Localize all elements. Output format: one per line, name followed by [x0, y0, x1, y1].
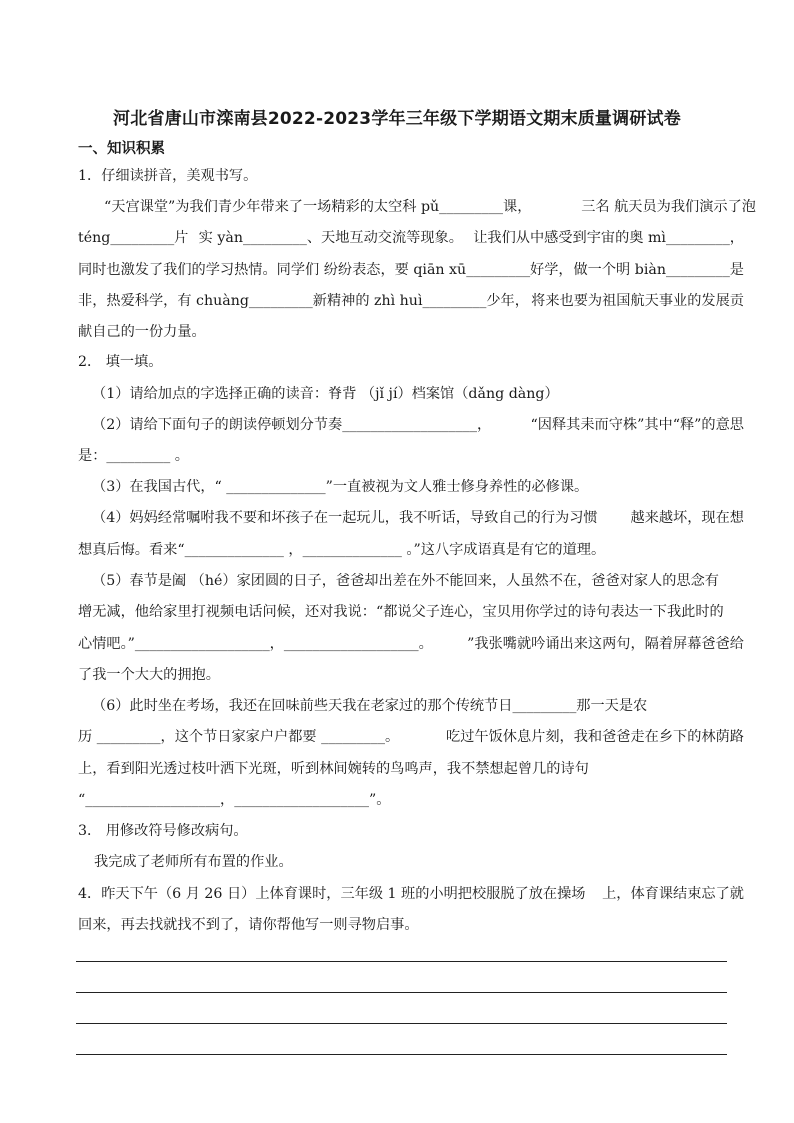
q2-item-6: （6）此时坐在考场，我还在回味前些天我在老家过的那个传统节日_________那一天是农 [92, 698, 648, 714]
q1-line-2 [78, 228, 744, 248]
section-heading: 一、知识积累 [78, 141, 165, 157]
q2-heading: 2． 填一填。 [78, 354, 163, 370]
q4-line-1 [78, 884, 744, 904]
q4-line-2: 回来，再去找就找不到了，请你帮他写一则寻物启事。 [78, 917, 419, 933]
q3-sentence: 我完成了老师所有布置的作业。 [94, 854, 293, 870]
q1-line-5: 献自己的一份力量。 [78, 324, 206, 340]
q1-text: téng_________片 [78, 230, 189, 246]
q4-text: 4．昨天下午（6 月 26 日）上体育课时，三年级 1 班的小明把校服脱了放在操场 [78, 886, 586, 902]
q2-text: 越来越坏，现在想 [630, 510, 744, 526]
q2-item-5-cont [78, 634, 744, 654]
q1-heading: 1．仔细读拼音，美观书写。 [78, 168, 258, 184]
q1-line-1 [104, 197, 756, 217]
q2-item-2 [92, 415, 744, 435]
q2-text: ”我张嘴就吟诵出来这两句，隔着屏幕爸爸给 [467, 636, 744, 652]
q2-item-5-cont: 了我一个大大的拥抱。 [78, 667, 220, 683]
q2-text: （4）妈妈经常嘱咐我不要和坏孩子在一起玩儿，我不听话，导致自己的行为习惯 [92, 510, 598, 526]
q1-text: 将来也要为祖国航天事业的发展贡 [531, 293, 744, 309]
q2-text: 心情吧。”___________________，___________________。 [78, 636, 433, 652]
q1-text: 让我们从中感受到宇宙的奥 mì_________， [473, 230, 744, 246]
q4-text: 上，体育课结束忘了就 [602, 886, 744, 902]
q1-line-3 [78, 260, 744, 280]
q2-item-5-cont: 增无减，他给家里打视频电话问候，还对我说：“都说父子连心，宝贝用你学过的诗句表达一下我此时的 [78, 604, 724, 620]
q2-text: （2）请给下面句子的朗读停顿划分节奏___________________， [92, 417, 492, 433]
q2-item-4 [92, 508, 744, 528]
q2-item-6-cont: 上，看到阳光透过枝叶洒下光斑，听到林间婉转的鸟鸣声，我不禁想起曾几的诗句 [78, 761, 589, 777]
q2-item-6-cont: “___________________，___________________”。 [78, 792, 391, 808]
q2-item-6-cont [78, 727, 744, 747]
q2-text: “因释其耒而守株”其中“释”的意思 [530, 417, 744, 433]
q2-item-4-cont: 想真后悔。看来“______________ ，______________ 。”这八字成语真是有它的道理。 [78, 542, 606, 558]
q1-text: 三名 航天员为我们演示了泡 [581, 199, 756, 215]
q1-text: 实 yàn_________、天地互动交流等现象。 [198, 230, 463, 246]
answer-line[interactable] [76, 961, 727, 962]
q3-heading: 3． 用修改符号修改病句。 [78, 823, 248, 839]
q1-text: 做一个明 biàn_________是 [573, 262, 744, 278]
q1-text: 同时也激发了我们的学习热情。同学们 纷纷表态，要 qiān xū_________好学， [78, 262, 573, 278]
answer-line[interactable] [76, 992, 727, 993]
q2-item-1: （1）请给加点的字选择正确的读音：脊背 （jǐ jí）档案馆（dǎng dàng） [92, 386, 559, 402]
q1-text: 非，热爱科学，有 chuàng_________新精神的 zhì huì_________少年， [78, 293, 529, 309]
q2-text: 历 _________，这个节日家家户户都要 _________。 [78, 729, 400, 745]
q2-item-5: （5）春节是阖 （hé）家团圆的日子，爸爸却出差在外不能回来，人虽然不在，爸爸对家人的思念有 [92, 573, 719, 589]
answer-line[interactable] [76, 1023, 727, 1024]
exam-title: 河北省唐山市滦南县2022-2023学年三年级下学期语文期末质量调研试卷 [113, 109, 681, 129]
q2-text: 吃过午饭休息片刻，我和爸爸走在乡下的林荫路 [446, 729, 744, 745]
q2-item-2-cont: 是：_________ 。 [78, 448, 189, 464]
answer-line[interactable] [76, 1054, 727, 1055]
q1-line-4 [78, 291, 744, 311]
q1-text: “天宫课堂”为我们青少年带来了一场精彩的太空科 pǔ_________课， [104, 199, 532, 215]
q2-item-3: （3）在我国古代，“ ______________”一直被视为文人雅士修身养性的必修课。 [92, 479, 589, 495]
